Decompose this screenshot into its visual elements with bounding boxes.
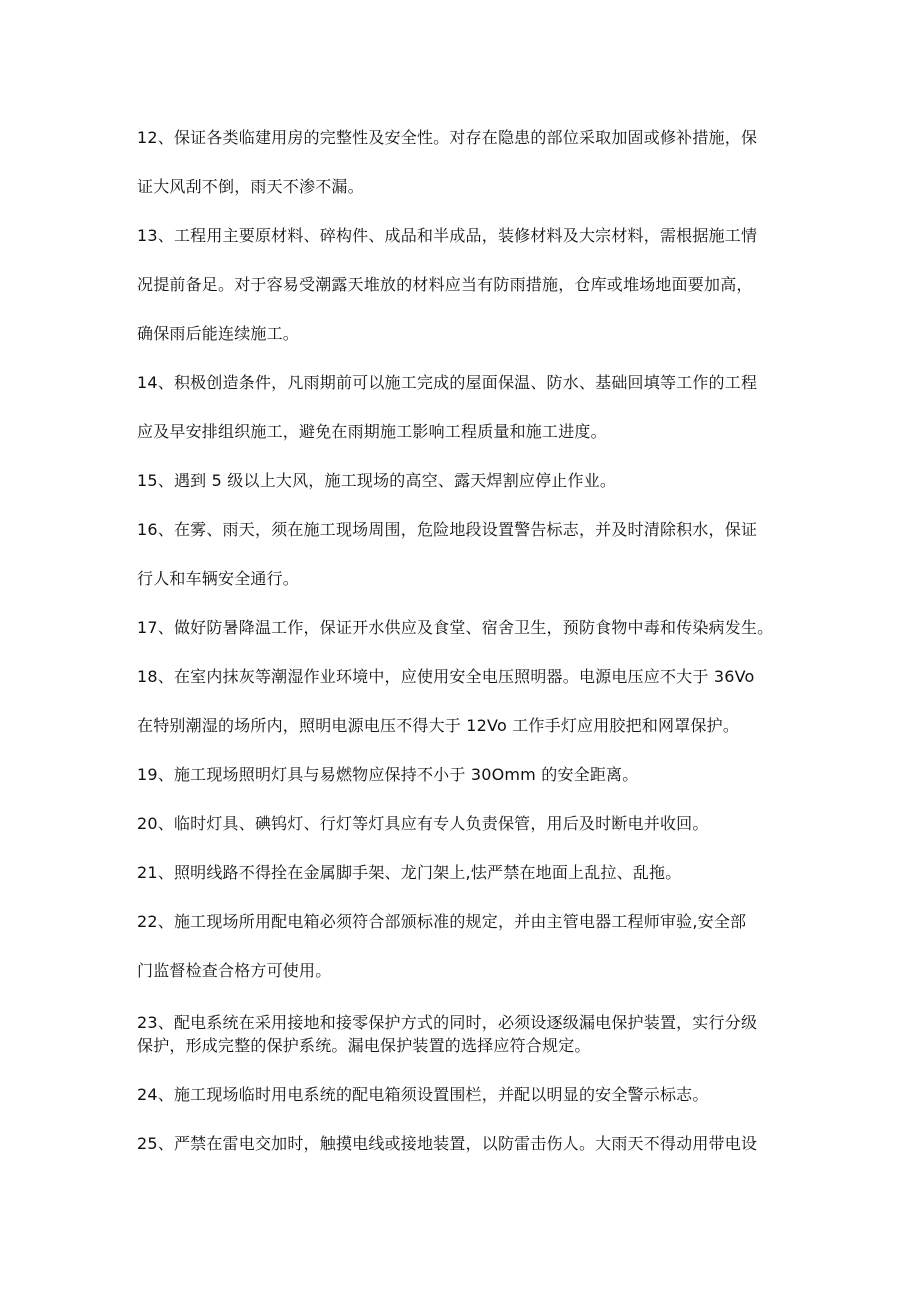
text-line: 13、工程用主要原材料、碎构件、成品和半成品，装修材料及大宗材料，需根据施工情 bbox=[137, 226, 758, 245]
text-line: 24、施工现场临时用电系统的配电箱须设置围栏，并配以明显的安全警示标志。 bbox=[137, 1085, 709, 1104]
text-line: 应及早安排组织施工，避免在雨期施工影响工程质量和施工进度。 bbox=[137, 422, 607, 441]
text-line: 18、在室内抹灰等潮湿作业环境中，应使用安全电压照明器。电源电压应不大于 36Vo bbox=[137, 667, 755, 686]
text-line: 在特别潮湿的场所内，照明电源电压不得大于 12Vo 工作手灯应用胶把和网罩保护。 bbox=[137, 716, 740, 735]
text-line: 15、遇到 5 级以上大风，施工现场的高空、露天焊割应停止作业。 bbox=[137, 471, 617, 490]
text-line: 确保雨后能连续施工。 bbox=[137, 324, 300, 343]
text-line: 行人和车辆安全通行。 bbox=[137, 569, 300, 588]
text-line: 23、配电系统在采用接地和接零保护方式的同时，必须设逐级漏电保护装置，实行分级 bbox=[137, 1013, 758, 1032]
text-line: 证大风刮不倒，雨天不渗不漏。 bbox=[137, 177, 364, 196]
text-line: 12、保证各类临建用房的完整性及安全性。对存在隐患的部位采取加固或修补措施，保 bbox=[137, 128, 758, 147]
text-line: 25、严禁在雷电交加时，触摸电线或接地装置，以防雷击伤人。大雨天不得动用带电设 bbox=[137, 1134, 758, 1153]
text-line: 20、临时灯具、碘钨灯、行灯等灯具应有专人负责保管，用后及时断电并收回。 bbox=[137, 814, 709, 833]
text-line: 保护，形成完整的保护系统。漏电保护装置的选择应符合规定。 bbox=[137, 1036, 591, 1055]
text-line: 19、施工现场照明灯具与易燃物应保持不小于 30Omm 的安全距离。 bbox=[137, 765, 639, 784]
text-line: 14、积极创造条件，凡雨期前可以施工完成的屋面保温、防水、基础回填等工作的工程 bbox=[137, 373, 758, 392]
text-line: 22、施工现场所用配电箱必须符合部颁标准的规定，并由主管电器工程师审验,安全部 bbox=[137, 912, 747, 931]
text-line: 16、在雾、雨天，须在施工现场周围，危险地段设置警告标志，并及时清除积水，保证 bbox=[137, 520, 758, 539]
text-line: 门监督检查合格方可使用。 bbox=[137, 961, 332, 980]
text-line: 21、照明线路不得拴在金属脚手架、龙门架上,怯严禁在地面上乱拉、乱拖。 bbox=[137, 863, 682, 882]
text-line: 况提前备足。对于容易受潮露天堆放的材料应当有防雨措施，仓库或堆场地面要加高， bbox=[137, 275, 753, 294]
text-line: 17、做好防暑降温工作，保证开水供应及食堂、宿舍卫生，预防食物中毒和传染病发生。 bbox=[137, 618, 774, 637]
